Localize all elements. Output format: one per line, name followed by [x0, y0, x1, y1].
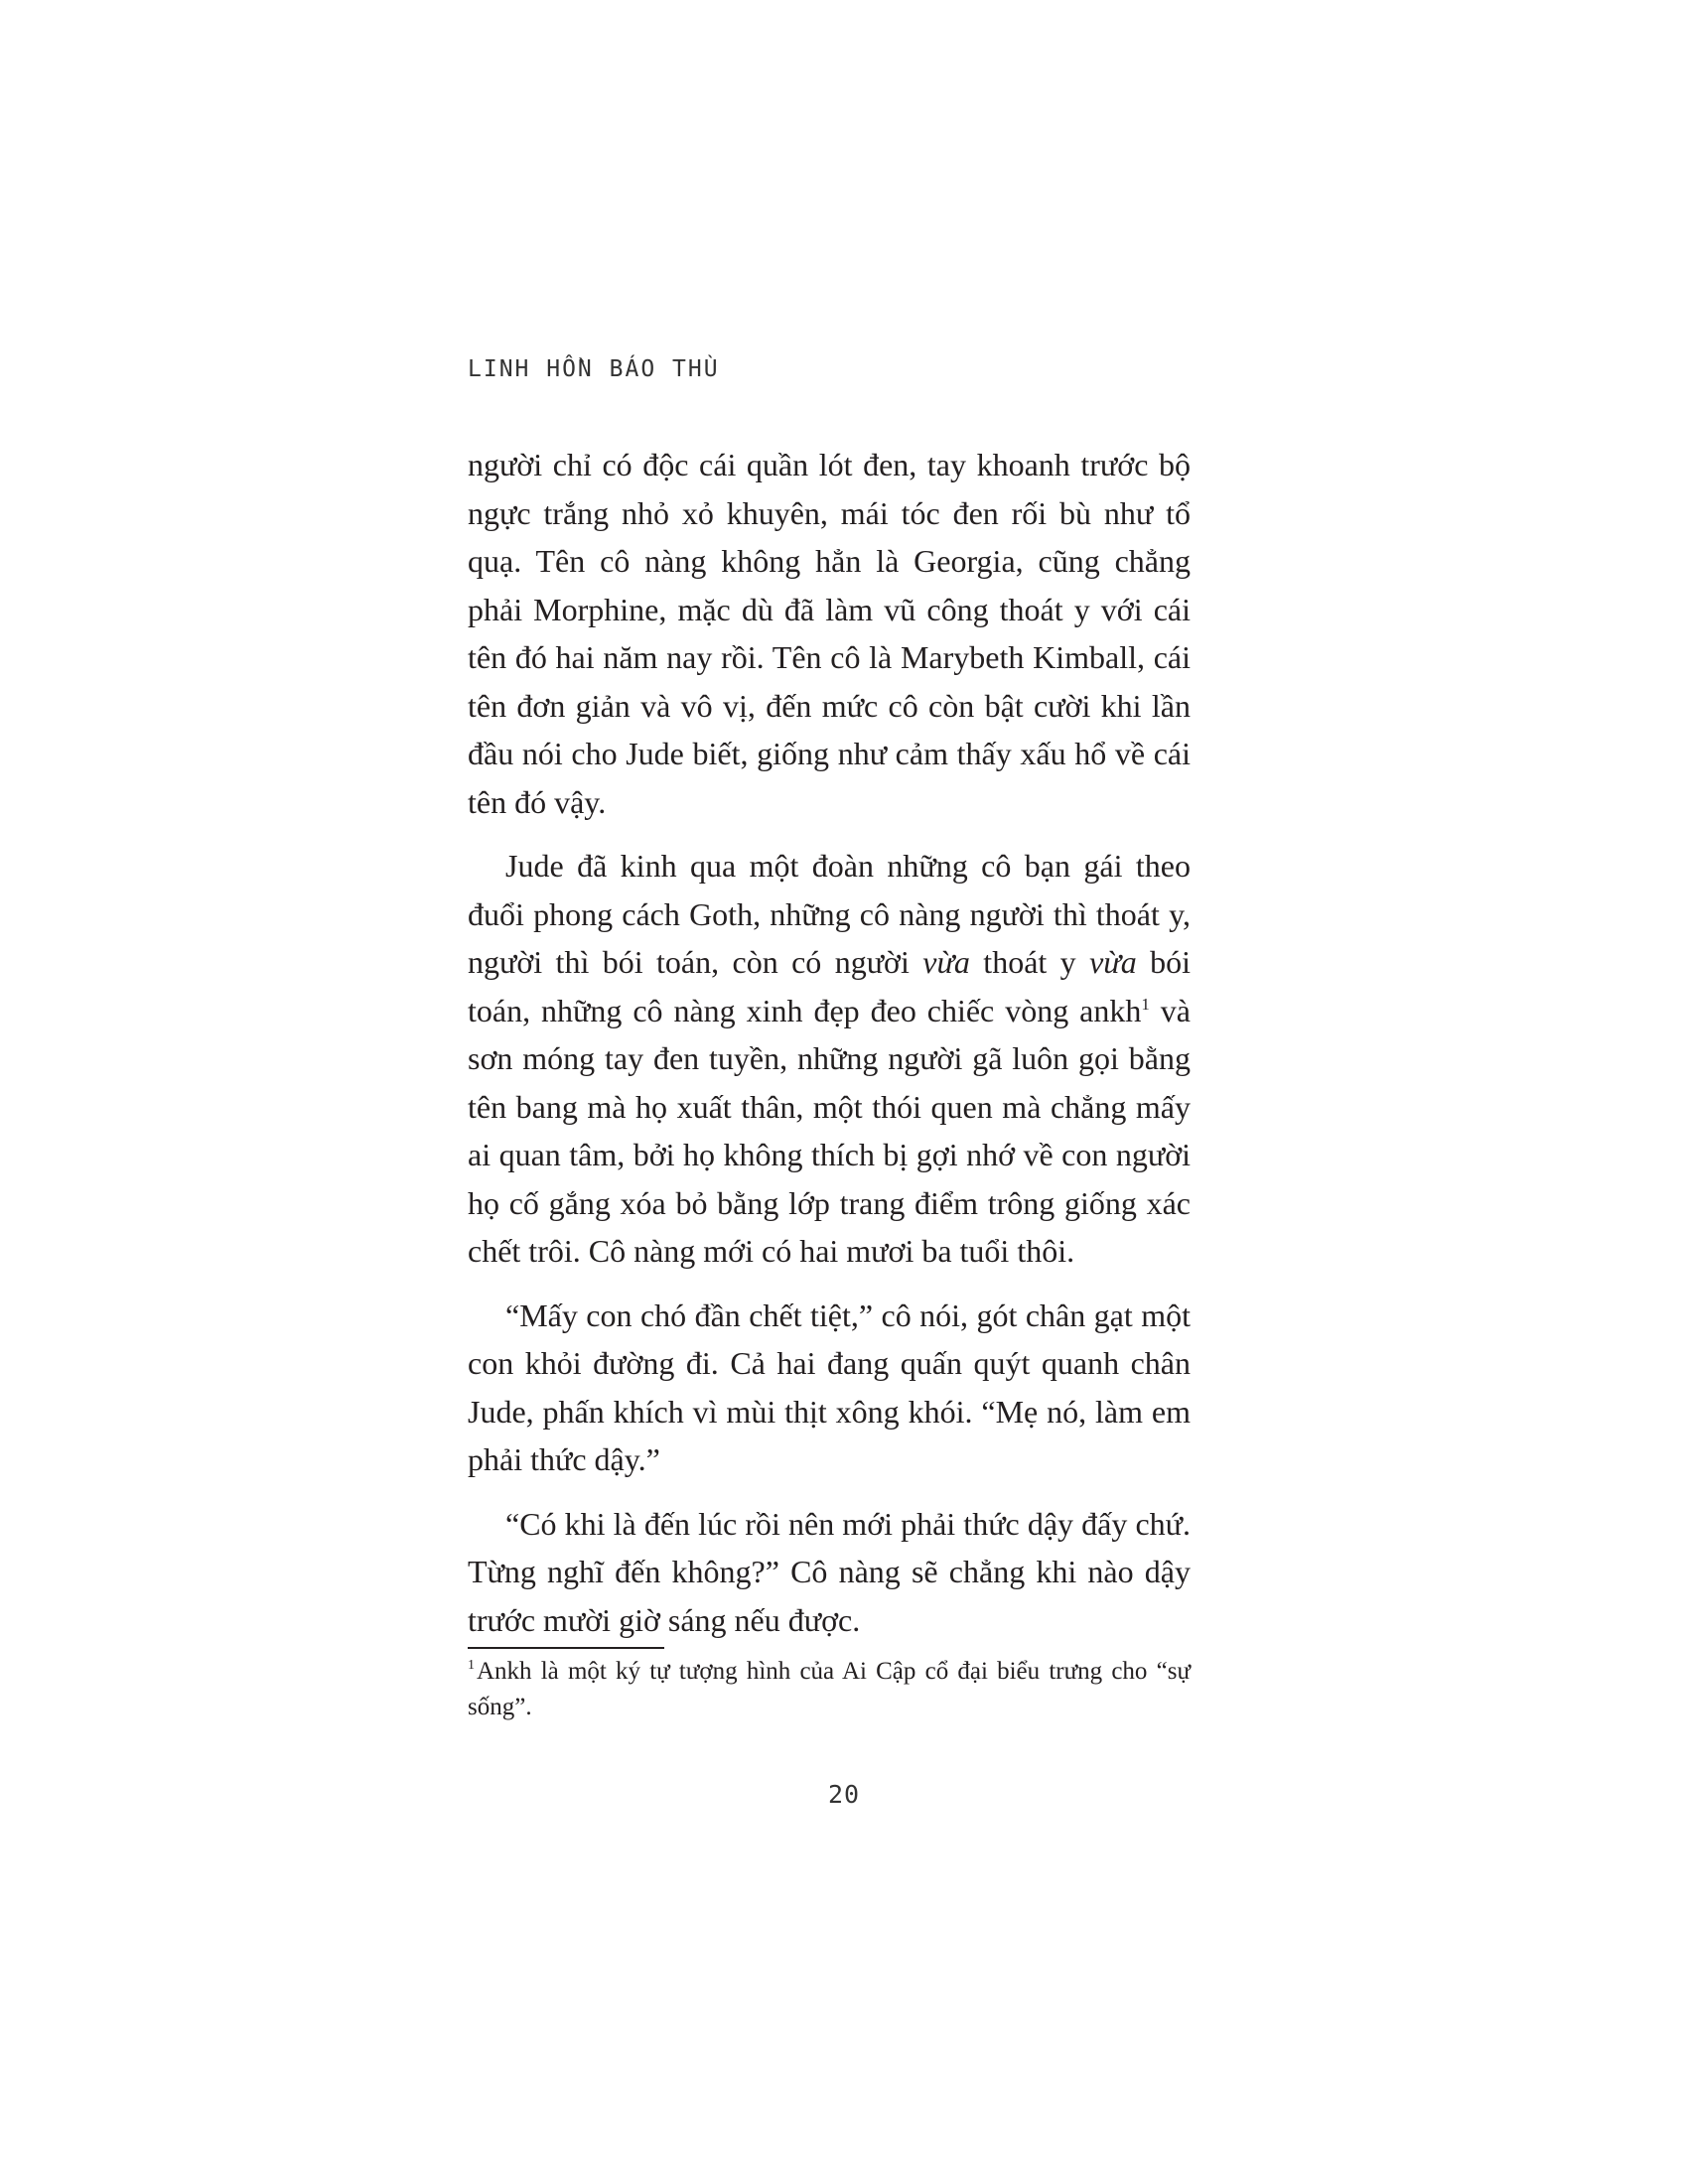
emphasis-vua-2: vừa — [1089, 944, 1137, 980]
paragraph-2-part-d: và sơn móng tay đen tuyền, những người gã luôn gọi bằng tên bang mà họ xuất thân, một thói quen mà chẳng mấy ai quan tâm, bởi họ không thích bị gợi nhớ về con người họ cố gắng xóa bỏ bằng lớp trang điểm trông giống xác chết trôi. Cô nàng mới có hai mươi ba tuổi thôi. — [468, 992, 1192, 1269]
page-number: 20 — [827, 1780, 861, 1809]
emphasis-vua-1: vừa — [922, 944, 970, 980]
running-head: LINH HỒN BÁO THÙ — [468, 356, 720, 382]
paragraph-4: “Có khi là đến lúc rồi nên mới phải thức dậy đấy chứ. Từng nghĩ đến không?” Cô nàng sẽ chẳng khi nào dậy trước mười giờ sáng nếu được. — [468, 1505, 1191, 1638]
paragraph-2-part-b: thoát y — [969, 944, 1090, 980]
body-text — [468, 441, 1191, 1660]
paragraph-2-part-a: Jude đã kinh qua một đoàn những cô bạn gái theo đuổi phong cách Goth, những cô nàng người thì thoát y, người thì bói toán, còn có người — [468, 848, 1191, 980]
paragraph-2-part-c: bói toán, những cô nàng xinh đẹp đeo chiếc vòng ankh — [468, 944, 1192, 1028]
footnote-divider — [468, 1647, 664, 1649]
paragraph-2 — [468, 842, 1191, 1276]
paragraph-3: “Mấy con chó đần chết tiệt,” cô nói, gót chân gạt một con khỏi đường đi. Cả hai đang quấn quýt quanh chân Jude, phấn khích vì mùi thịt xông khói. “Mẹ nó, làm em phải thức dậy.” — [468, 1297, 1191, 1477]
footnote-reference: 1 — [1141, 994, 1150, 1014]
footnote — [468, 1654, 1191, 1725]
footnote-text: Ankh là một ký tự tượng hình của Ai Cập cổ đại biểu trưng cho “sự sống”. — [468, 1658, 1191, 1720]
paragraph-1: người chỉ có độc cái quần lót đen, tay khoanh trước bộ ngực trắng nhỏ xỏ khuyên, mái tóc đen rối bù như tổ quạ. Tên cô nàng không hẳn là Georgia, cũng chẳng phải Morphine, mặc dù đã làm vũ công thoát y với cái tên đó hai năm nay rồi. Tên cô là Marybeth Kimball, cái tên đơn giản và vô vị, đến mức cô còn bật cười khi lần đầu nói cho Jude biết, giống như cảm thấy xấu hổ về cái tên đó vậy. — [468, 447, 1191, 820]
footnote-marker: 1 — [468, 1658, 475, 1673]
